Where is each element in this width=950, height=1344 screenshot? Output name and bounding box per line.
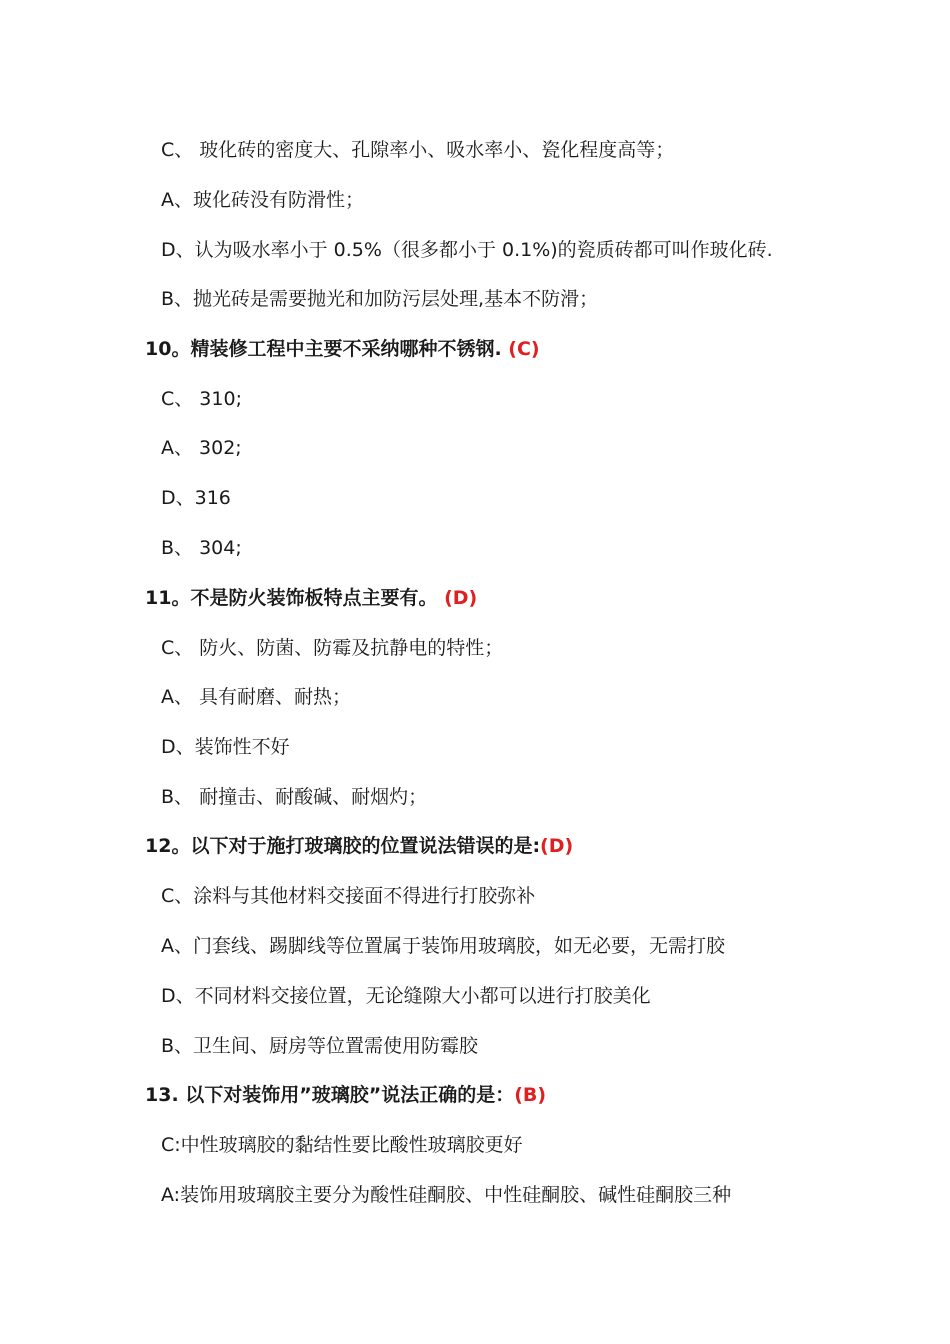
answer-label: (B) (514, 1084, 547, 1106)
answer-label: (D) (444, 587, 478, 609)
option-text: D、316 (161, 487, 231, 509)
question-heading (145, 833, 573, 859)
question-text: 10。精装修工程中主要不采纳哪种不锈钢. (145, 338, 502, 360)
question-heading (145, 585, 477, 611)
question-text: 12。以下对于施打玻璃胶的位置说法错误的是: (145, 835, 541, 857)
option-line (161, 435, 242, 461)
option-line (161, 485, 231, 511)
option-line (161, 784, 427, 810)
option-text: A:装饰用玻璃胶主要分为酸性硅酮胶、中性硅酮胶、碱性硅酮胶三种 (161, 1184, 732, 1206)
option-text: B、 耐撞击、耐酸碱、耐烟灼； (161, 786, 428, 808)
option-text: D、装饰性不好 (161, 736, 290, 758)
answer-label: (C) (508, 338, 540, 360)
option-line (161, 1182, 731, 1208)
option-line (161, 1033, 478, 1059)
answer-label: (D) (540, 835, 574, 857)
question-text: 13. 以下对装饰用”玻璃胶”说法正确的是： (145, 1084, 515, 1106)
option-text: C:中性玻璃胶的黏结性要比酸性玻璃胶更好 (161, 1134, 523, 1156)
option-line (161, 883, 535, 909)
option-line (161, 933, 725, 959)
option-line (161, 1132, 523, 1158)
option-text: A、玻化砖没有防滑性； (161, 189, 364, 211)
option-line (161, 983, 651, 1009)
option-text: A、 302; (161, 437, 242, 459)
option-line (161, 386, 242, 412)
option-line (161, 237, 773, 263)
option-text: B、抛光砖是需要抛光和加防污层处理,基本不防滑； (161, 288, 599, 310)
option-line (161, 684, 351, 710)
option-line (161, 535, 242, 561)
option-line (161, 635, 503, 661)
question-text: 11。不是防火装饰板特点主要有。 (145, 587, 438, 609)
option-text: D、认为吸水率小于 0.5%（很多都小于 0.1%)的瓷质砖都可叫作玻化砖. (161, 239, 773, 261)
option-text: C、 310; (161, 388, 242, 410)
option-text: A、门套线、踢脚线等位置属于装饰用玻璃胶，如无必要，无需打胶 (161, 935, 725, 957)
question-heading (145, 336, 540, 362)
option-line (161, 286, 598, 312)
option-text: B、卫生间、厨房等位置需使用防霉胶 (161, 1035, 479, 1057)
option-line (161, 137, 674, 163)
option-text: C、 防火、防菌、防霉及抗静电的特性； (161, 637, 504, 659)
question-heading (145, 1082, 546, 1108)
option-text: D、不同材料交接位置，无论缝隙大小都可以进行打胶美化 (161, 985, 651, 1007)
option-text: C、 玻化砖的密度大、孔隙率小、吸水率小、瓷化程度高等； (161, 139, 675, 161)
option-line (161, 734, 290, 760)
option-text: C、涂料与其他材料交接面不得进行打胶弥补 (161, 885, 536, 907)
option-text: B、 304; (161, 537, 242, 559)
option-line (161, 187, 364, 213)
option-text: A、 具有耐磨、耐热； (161, 686, 352, 708)
